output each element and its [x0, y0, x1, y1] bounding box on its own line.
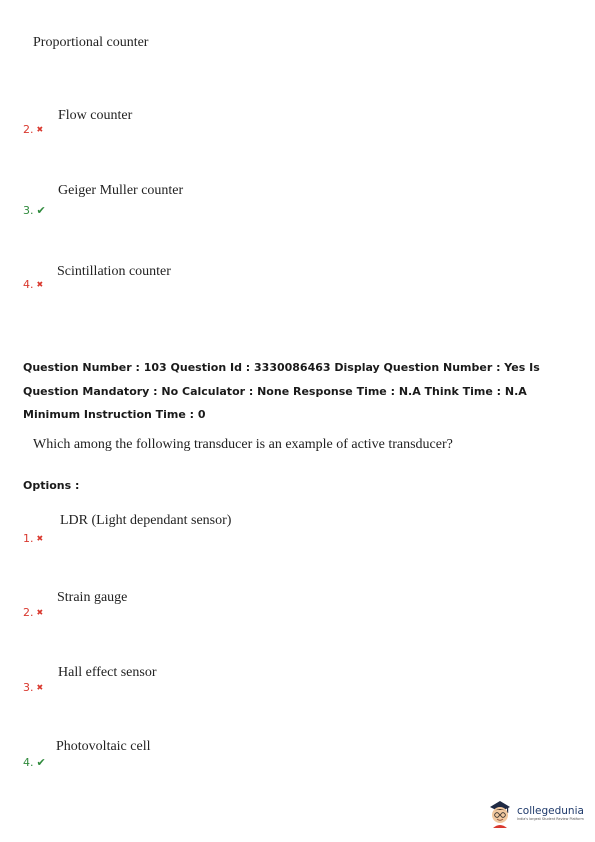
mascot-icon — [487, 798, 513, 828]
option-number: 3. — [23, 204, 34, 217]
option-3-marker — [23, 681, 43, 694]
options-label: Options : — [23, 479, 80, 492]
option-number: 4. — [23, 278, 34, 291]
option-number: 4. — [23, 756, 34, 769]
cross-icon: ✖ — [36, 608, 44, 617]
prev-option-4-text: Scintillation counter — [57, 264, 171, 279]
brand-name: collegedunia — [517, 804, 584, 817]
question-text: Which among the following transducer is an example of active transducer? — [33, 437, 453, 452]
option-2-text: Strain gauge — [57, 590, 128, 605]
option-number: 1. — [23, 532, 34, 545]
prev-option-1-text: Proportional counter — [33, 35, 149, 50]
option-number: 3. — [23, 681, 34, 694]
question-header: Question Number : 103 Question Id : 3330086463 Display Question Number : Yes Is Question Mandatory : No Calculator : None Response Time : N.A Think Time : N.A Minimum Instruction Time : 0 — [23, 361, 540, 421]
check-icon: ✔ — [36, 756, 46, 769]
prev-option-3-marker — [23, 204, 46, 217]
cross-icon: ✖ — [36, 534, 44, 543]
prev-option-4-marker — [23, 278, 43, 291]
option-number: 2. — [23, 606, 34, 619]
option-4-marker — [23, 756, 46, 769]
option-2-marker — [23, 606, 43, 619]
option-3-text: Hall effect sensor — [58, 665, 157, 680]
prev-option-2-marker — [23, 123, 43, 136]
option-1-marker — [23, 532, 43, 545]
option-1-text: LDR (Light dependant sensor) — [60, 513, 232, 528]
brand-block — [517, 805, 584, 822]
prev-option-3-text: Geiger Muller counter — [58, 183, 184, 198]
option-number: 2. — [23, 123, 34, 136]
collegedunia-logo — [487, 798, 584, 828]
cross-icon: ✖ — [36, 280, 44, 289]
brand-tagline: India's largest Student Review Platform — [517, 816, 584, 821]
prev-option-2-text: Flow counter — [58, 108, 133, 123]
option-4-text: Photovoltaic cell — [56, 739, 151, 754]
check-icon: ✔ — [36, 204, 46, 217]
cross-icon: ✖ — [36, 125, 44, 134]
cross-icon: ✖ — [36, 683, 44, 692]
